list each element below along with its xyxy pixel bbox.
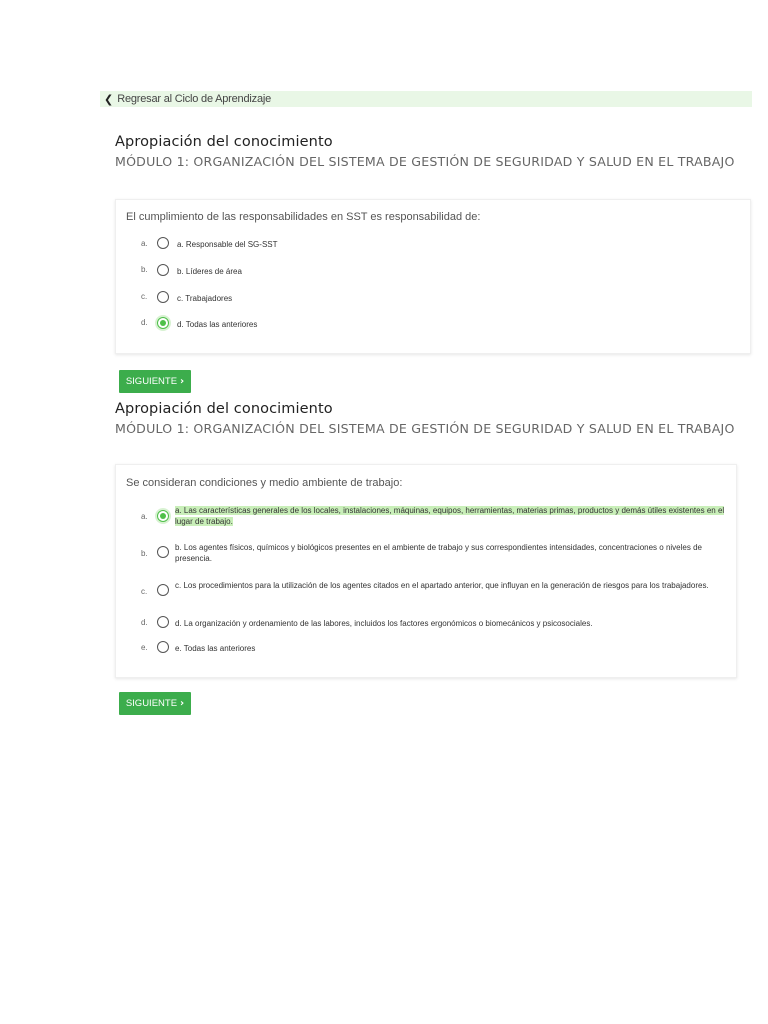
section-title: Apropiación del conocimiento (115, 401, 333, 417)
next-button[interactable]: SIGUIENTE › (119, 370, 191, 393)
back-link-label: Regresar al Ciclo de Aprendizaje (117, 93, 272, 105)
radio-button-selected[interactable] (157, 510, 169, 522)
chevron-left-icon: ❮ (104, 92, 114, 106)
section-title: Apropiación del conocimiento (115, 134, 333, 150)
back-link[interactable] (100, 91, 752, 107)
question-text: El cumplimiento de las responsabilidades en SST es responsabilidad de: (126, 211, 481, 223)
question-text: Se consideran condiciones y medio ambiente de trabajo: (126, 477, 403, 489)
question-card: Se consideran condiciones y medio ambiente de trabajo: a. a. Las características generales de los locales, instalaciones, máquinas, equipos, herramientas, materias primas, productos y demás útiles existentes en el lugar de trabajo. b. b. Los agentes físicos, químicos y biológicos presentes en el ambiente de trabajo y sus correspondientes intensidades, concentraciones o niveles de presencia. c. c. Los procedimientos para la utilización de los agentes citados en el apartado anterior, que influyan en la generación de riesgos para los trabajadores. d. d. La organización y ordenamiento de las labores, incluidos los factores ergonómicos o biomecánicos y psicosociales. e. e. Todas las anteriores (115, 464, 737, 678)
radio-button[interactable] (157, 641, 169, 653)
radio-button-selected[interactable] (157, 317, 169, 329)
radio-button[interactable] (157, 264, 169, 276)
chevron-right-icon: › (180, 376, 185, 387)
question-card: El cumplimiento de las responsabilidades en SST es responsabilidad de: a. a. Responsable del SG-SST b. b. Líderes de área c. c. Trabajadores d. d. Todas las anteriores (115, 199, 751, 354)
radio-button[interactable] (157, 616, 169, 628)
radio-button[interactable] (157, 291, 169, 303)
chevron-right-icon: › (180, 698, 185, 709)
next-button[interactable]: SIGUIENTE › (119, 692, 191, 715)
module-title: MÓDULO 1: ORGANIZACIÓN DEL SISTEMA DE GESTIÓN DE SEGURIDAD Y SALUD EN EL TRABAJO (115, 154, 735, 169)
radio-button[interactable] (157, 546, 169, 558)
radio-button[interactable] (157, 237, 169, 249)
radio-button[interactable] (157, 584, 169, 596)
module-title: MÓDULO 1: ORGANIZACIÓN DEL SISTEMA DE GESTIÓN DE SEGURIDAD Y SALUD EN EL TRABAJO (115, 421, 735, 436)
